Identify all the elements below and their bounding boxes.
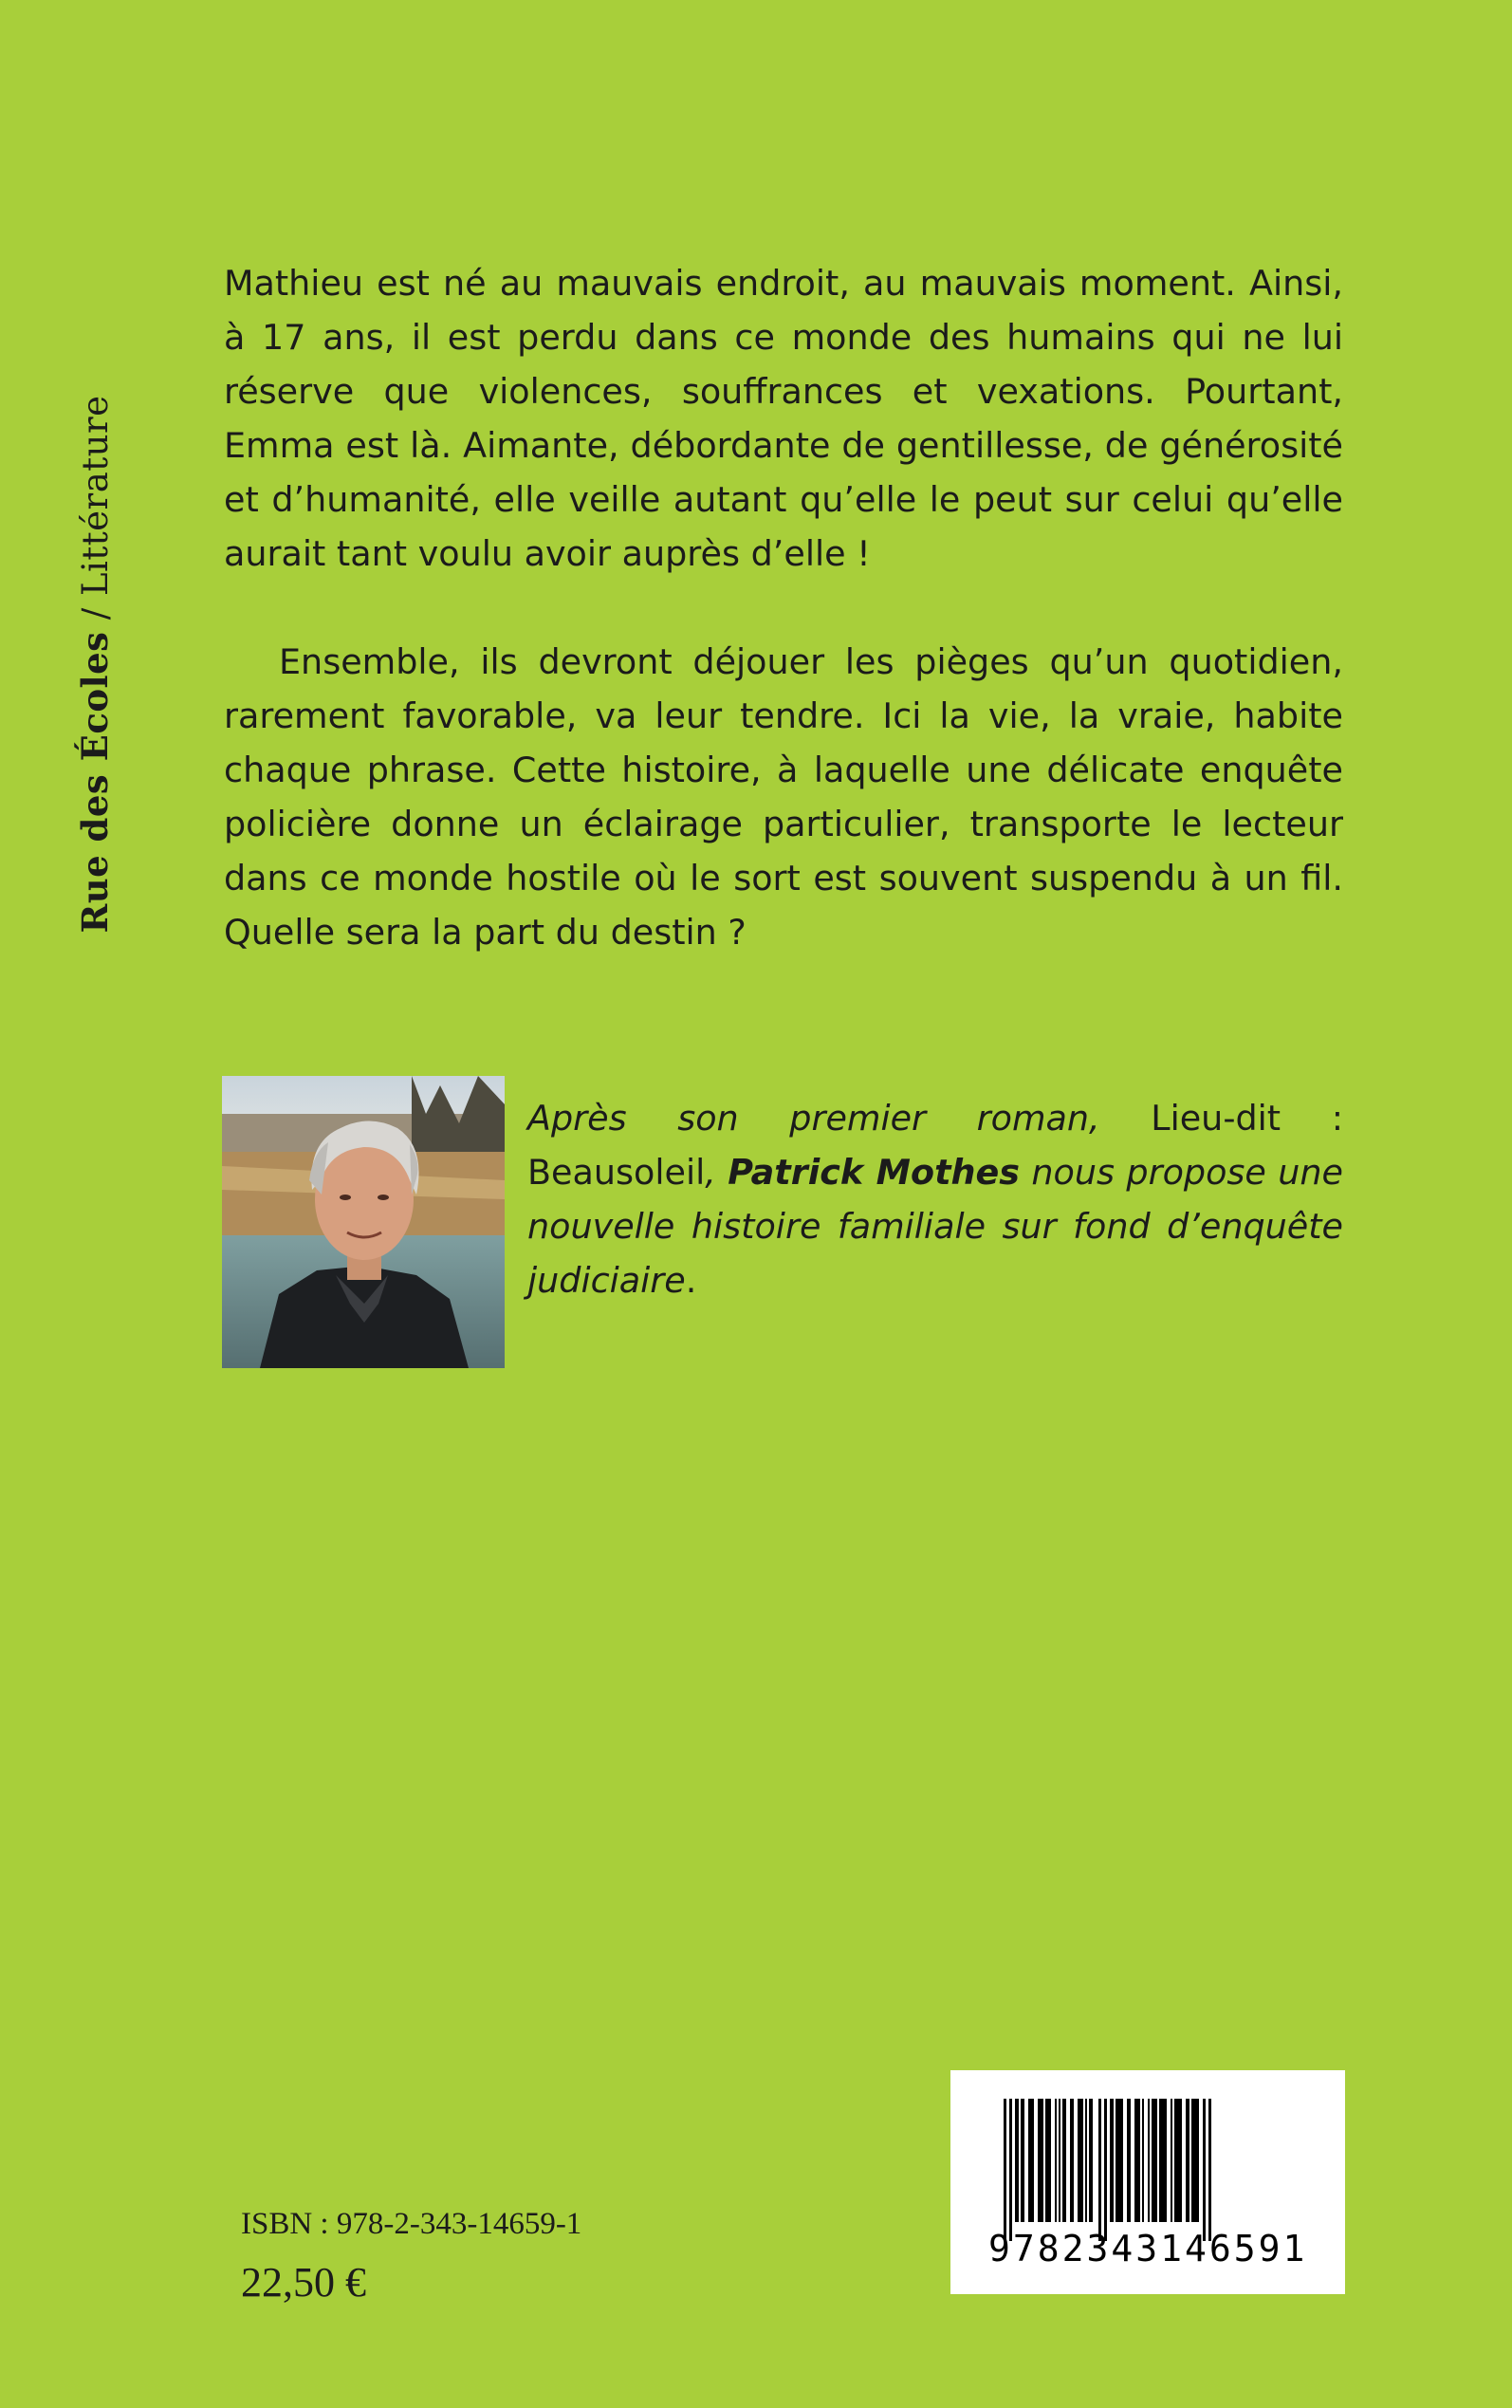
barcode-digits: 9782343146591 (988, 2228, 1308, 2269)
spine-label (74, 395, 116, 934)
author-portrait-image (222, 1076, 505, 1368)
spine-separator: / (75, 596, 116, 632)
bio-rest: nous propose une nouvelle histoire familiale sur fond d’enquête judiciaire (527, 1152, 1343, 1301)
author-photo (222, 1076, 505, 1368)
barcode-icon (1004, 2099, 1292, 2241)
author-bio (527, 1091, 1343, 1307)
spine-text (74, 395, 116, 933)
barcode-panel (950, 2070, 1345, 2294)
back-cover-blurb (224, 256, 1343, 959)
previous-book-title: Lieu-dit : Beausoleil (527, 1098, 1343, 1193)
bio-intro: Après son premier roman, (527, 1098, 1152, 1139)
bio-comma: , (705, 1152, 728, 1193)
blurb-paragraph-2: Ensemble, ils devront déjouer les pièges qu’un quotidien, rarement favorable, va leur tendre. Ici la vie, la vraie, habite chaque phrase. Cette histoire, à laquelle une délicate enquête policière donne un éclairage particulier, transporte le lecteur dans ce monde hostile où le sort est souvent suspendu à un fil. Quelle sera la part du destin ? (224, 641, 1343, 953)
price-text: 22,50 € (241, 2259, 366, 2306)
author-name: Patrick Mothes (728, 1152, 1020, 1193)
bio-end: . (685, 1260, 697, 1301)
series-name: Littérature (75, 395, 116, 597)
collection-name: Rue des Écoles (74, 631, 116, 934)
isbn-text: ISBN : 978-2-343-14659-1 (241, 2207, 582, 2241)
blurb-paragraph-1: Mathieu est né au mauvais endroit, au mauvais moment. Ainsi, à 17 ans, il est perdu dans ce monde des humains qui ne lui réserve que violences, souffrances et vexations. Pourtant, Emma est là. Aimante, débordante de gentillesse, de générosité et d’humanité, elle veille autant qu’elle le peut sur celui qu’elle aurait tant voulu avoir auprès d’elle ! (224, 263, 1343, 574)
